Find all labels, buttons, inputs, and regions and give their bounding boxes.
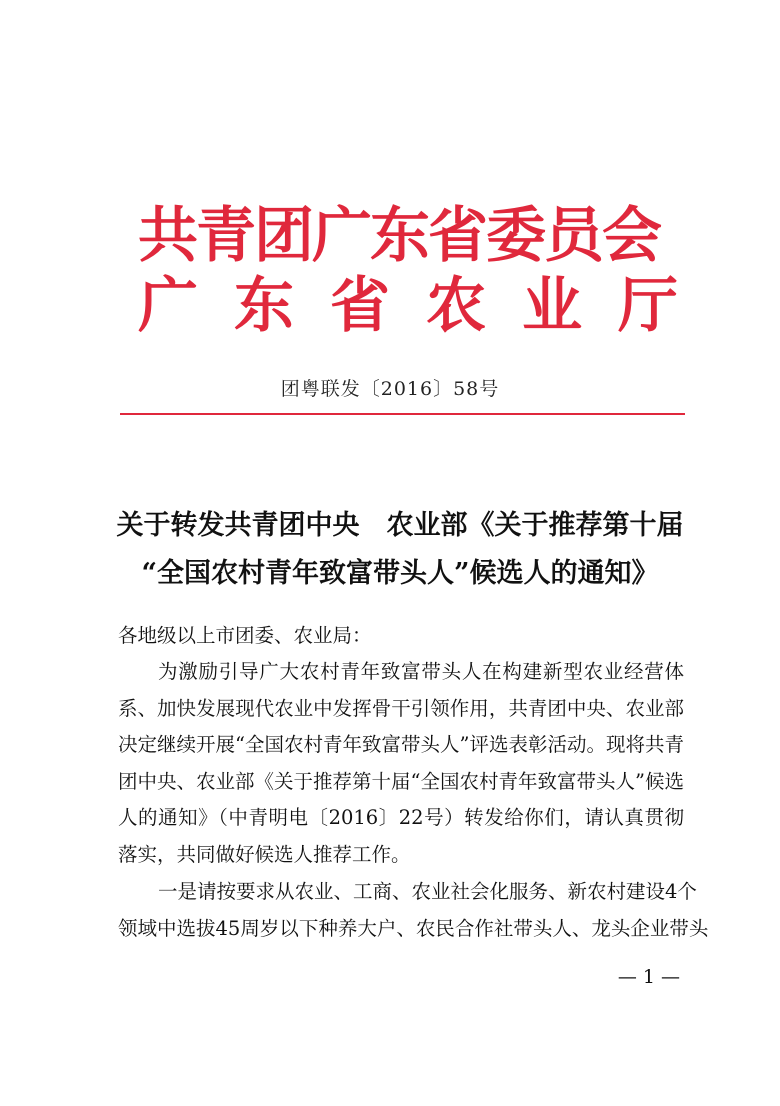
body-paragraph-1: 为激励引导广大农村青年致富带头人在构建新型农业经营体系、加快发展现代农业中发挥骨干引领作用，共青团中央、农业部决定继续开展“全国农村青年致富带头人”评选表彰活动。现将共青团中央、农业部《关于推荐第十届“全国农村青年致富带头人”候选人的通知》（中青明电〔2016〕22号）转发给你们，请认真贯彻落实，共同做好候选人推荐工作。 xyxy=(118,660,684,866)
document-title-line-2: “全国农村青年致富带头人”候选人的通知》 xyxy=(141,558,659,589)
body-paragraph-2 xyxy=(118,874,709,947)
body-paragraph-2-line-1: 一是请按要求从农业、工商、农业社会化服务、新农村建设4个 xyxy=(158,880,697,903)
issuing-org-agriculture-dept: 广东省农业厅 xyxy=(138,271,714,341)
red-divider-line xyxy=(120,413,685,415)
issuing-org-youth-league: 共青团广东省委员会 xyxy=(138,201,660,271)
document-number: 团粤联发〔2016〕58号 xyxy=(280,378,500,400)
salutation: 各地级以上市团委、农业局： xyxy=(118,624,372,647)
body-paragraph-2-line-2: 领域中选拔45周岁以下种养大户、农民合作社带头人、龙头企业带头 xyxy=(118,916,709,940)
page-number: — 1 — xyxy=(617,966,680,988)
document-title-line-1: 关于转发共青团中央 农业部《关于推荐第十届 xyxy=(116,510,684,541)
